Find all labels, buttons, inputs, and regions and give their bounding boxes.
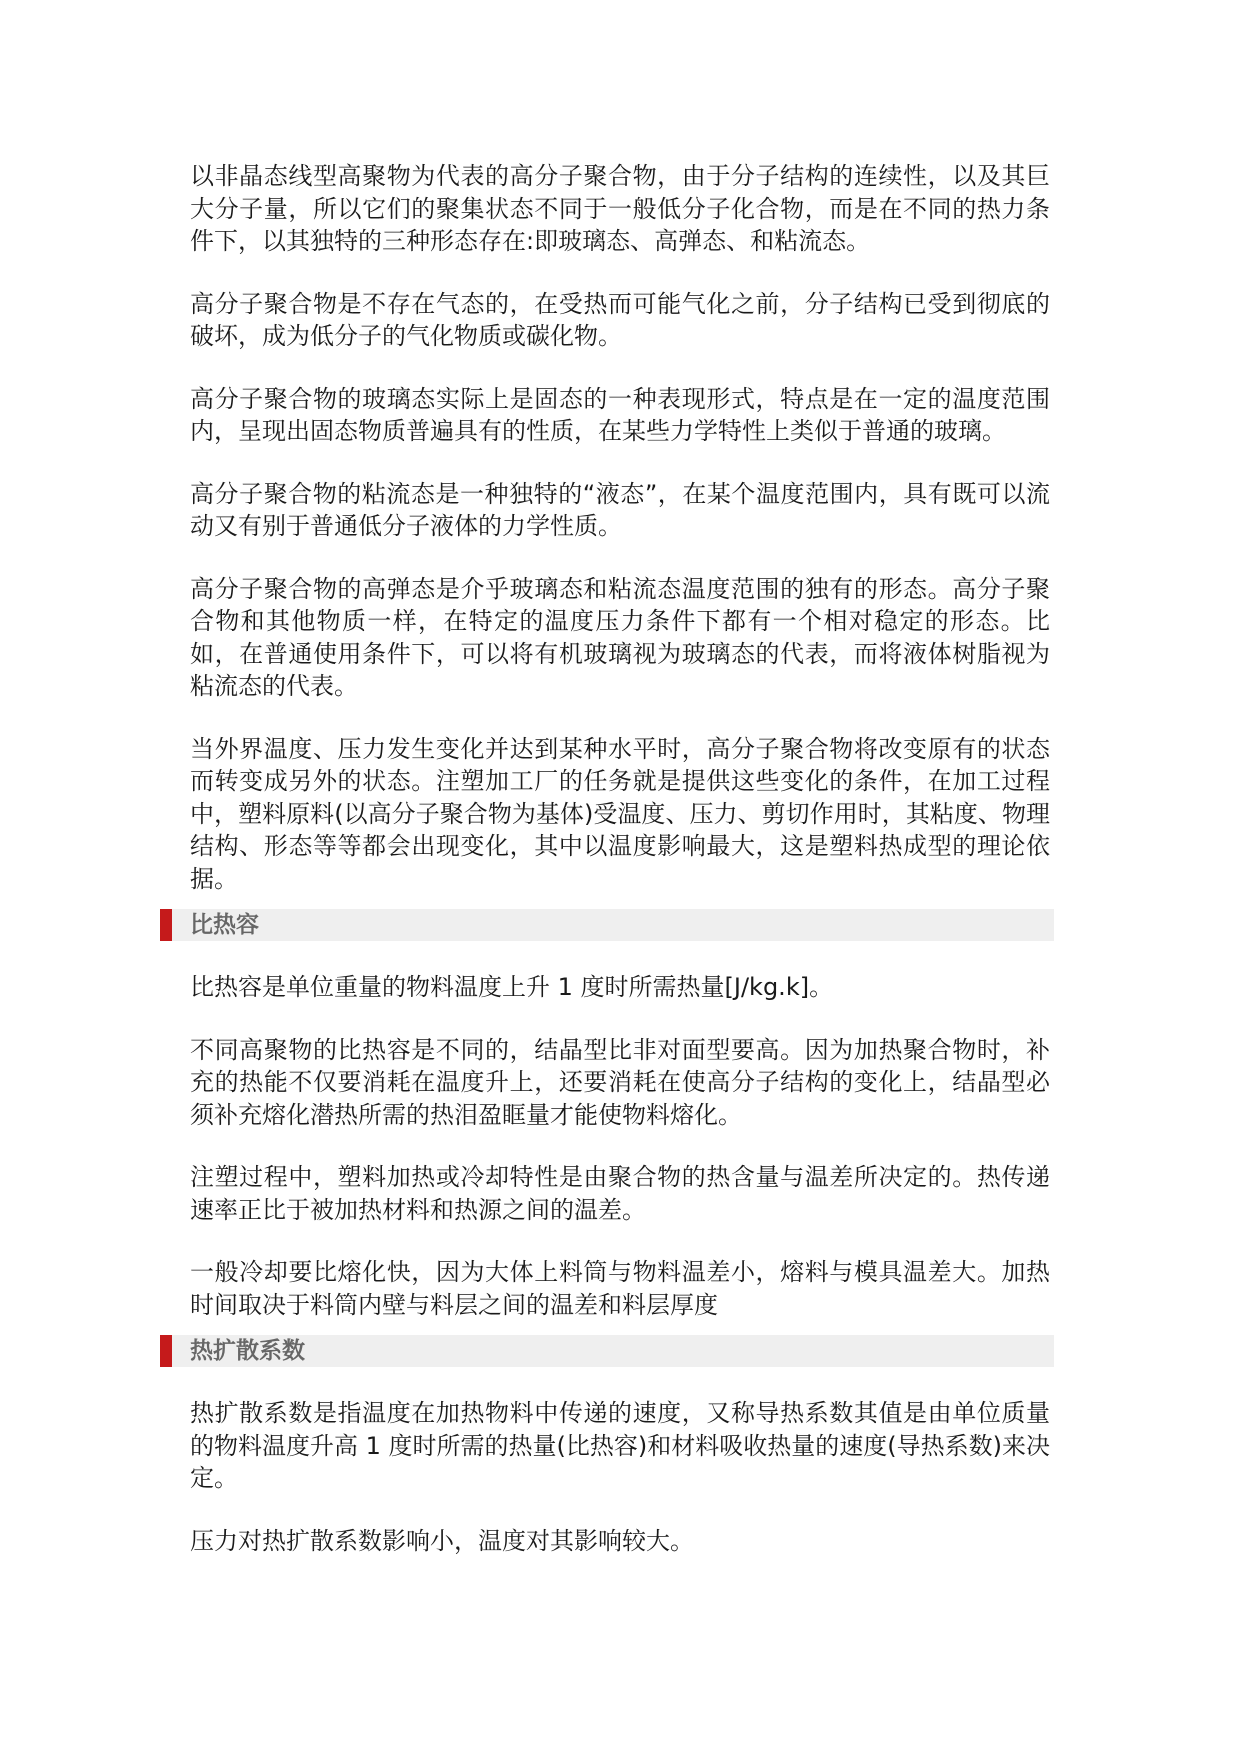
intro-paragraph-4: 高分子聚合物的粘流态是一种独特的“液态”，在某个温度范围内，具有既可以流动又有别于普通低分子液体的力学性质。 <box>190 479 1050 540</box>
intro-paragraph-2: 高分子聚合物是不存在气态的，在受热而可能气化之前，分子结构已受到彻底的破坏，成为低分子的气化物质或碳化物。 <box>190 289 1050 350</box>
specific-heat-paragraph-3: 注塑过程中，塑料加热或冷却特性是由聚合物的热含量与温差所决定的。热传递速率正比于被加热材料和热源之间的温差。 <box>190 1163 1050 1224</box>
intro-paragraph-1: 以非晶态线型高聚物为代表的高分子聚合物，由于分子结构的连续性，以及其巨大分子量，所以它们的聚集状态不同于一般低分子化合物，而是在不同的热力条件下，以其独特的三种形态存在:即玻璃态、高弹态、和粘流态。 <box>190 162 1050 255</box>
thermal-diffusivity-paragraph-2: 压力对热扩散系数影响小，温度对其影响较大。 <box>190 1526 694 1555</box>
specific-heat-paragraph-2: 不同高聚物的比热容是不同的，结晶型比非对面型要高。因为加热聚合物时，补充的热能不仅要消耗在温度升上，还要消耗在使高分子结构的变化上，结晶型必须补充熔化潜热所需的热泪盈眶量才能使物料熔化。 <box>190 1035 1050 1129</box>
thermal-diffusivity-paragraph-1: 热扩散系数是指温度在加热物料中传递的速度，又称导热系数其值是由单位质量的物料温度升高 1 度时所需的热量(比热容)和材料吸收热量的速度(导热系数)来决定。 <box>190 1399 1050 1492</box>
specific-heat-paragraph-4: 一般冷却要比熔化快，因为大体上料筒与物料温差小，熔料与模具温差大。加热时间取决于料筒内壁与料层之间的温差和料层厚度 <box>190 1258 1050 1319</box>
intro-paragraph-6: 当外界温度、压力发生变化并达到某种水平时，高分子聚合物将改变原有的状态而转变成另外的状态。注塑加工厂的任务就是提供这些变化的条件，在加工过程中，塑料原料(以高分子聚合物为基体)受温度、压力、剪切作用时，其粘度、物理结构、形态等等都会出现变化，其中以温度影响最大，这是塑料热成型的理论依据。 <box>190 734 1050 893</box>
section-title-specific-heat: 比热容 <box>190 912 259 938</box>
section-heading-specific-heat <box>160 909 1054 941</box>
intro-paragraph-3: 高分子聚合物的玻璃态实际上是固态的一种表现形式，特点是在一定的温度范围内，呈现出固态物质普遍具有的性质，在某些力学特性上类似于普通的玻璃。 <box>190 384 1050 445</box>
specific-heat-paragraph-1: 比热容是单位重量的物料温度上升 1 度时所需热量[J/kg.k]。 <box>190 973 834 1001</box>
document-body <box>190 160 1050 1587</box>
heading-accent-bar <box>160 1335 172 1367</box>
intro-paragraph-5: 高分子聚合物的高弹态是介乎玻璃态和粘流态温度范围的独有的形态。高分子聚合物和其他物质一样，在特定的温度压力条件下都有一个相对稳定的形态。比如，在普通使用条件下，可以将有机玻璃视为玻璃态的代表，而将液体树脂视为粘流态的代表。 <box>190 574 1050 700</box>
section-title-thermal-diffusivity: 热扩散系数 <box>190 1338 305 1364</box>
section-heading-thermal-diffusivity <box>160 1335 1054 1367</box>
heading-accent-bar <box>160 909 172 941</box>
